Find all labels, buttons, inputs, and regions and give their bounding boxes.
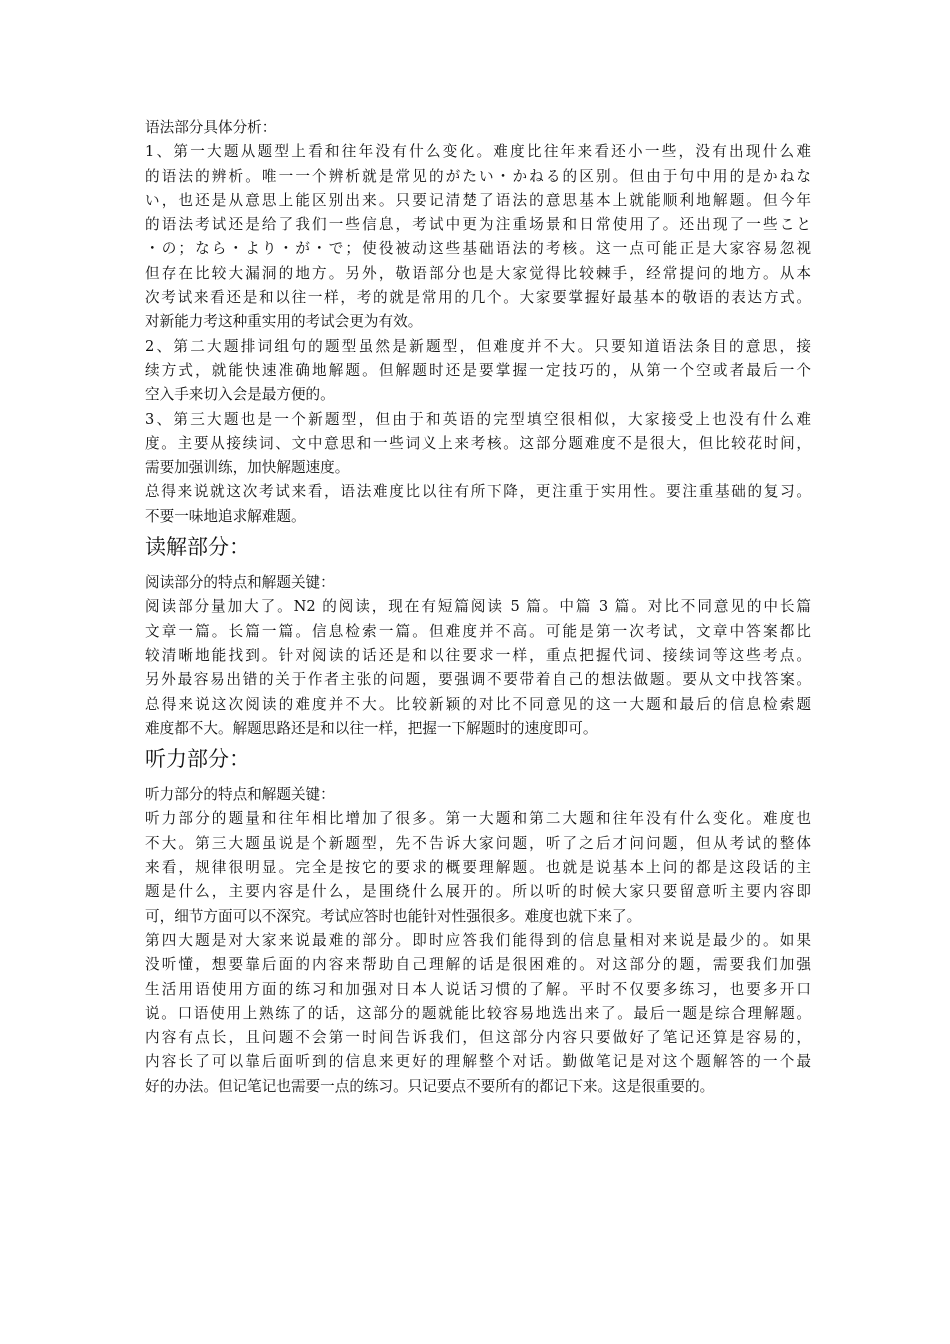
grammar-summary [145,480,811,529]
text-line: 不要一味地追求解难题。 [145,507,306,525]
text-line: 可，细节方面可以不深究。考试应答时也能针对性强很多。难度也就下来了。 [145,907,642,925]
text-line: 难度都不大。解题思路还是和以往一样，把握一下解题时的速度即可。 [145,719,598,737]
reading-heading: 读解部分： [145,535,250,560]
text-line: 内容有点长，且问题不会第一时间告诉我们，但这部分内容只要做好了笔记还算是容易的， [145,1029,811,1047]
text-line: 文章一篇。长篇一篇。信息检索一篇。但难度并不高。可能是第一次考试，文章中答案都比 [145,622,811,640]
text-line: 第四大题是对大家来说最难的部分。即时应答我们能得到的信息量相对来说是最少的。如果 [145,931,811,949]
text-line: 总得来说这次阅读的难度并不大。比较新颖的对比不同意见的这一大题和最后的信息检索题 [145,695,811,713]
grammar-paragraph-2 [145,335,811,408]
text-line: 次考试来看还是和以往一样，考的就是常用的几个。大家要掌握好最基本的敬语的表达方式。 [145,289,811,307]
text-line: 好的办法。但记笔记也需要一点的练习。只记要点不要所有的都记下来。这是很重要的。 [145,1077,715,1095]
text-line: 另外最容易出错的关于作者主张的问题，要强调不要带着自己的想法做题。要从文中找答案。 [145,671,811,689]
text-line: 的语法的辨析。唯一一个辨析就是常见的がたい・かねる的区别。但由于句中用的是かねな [145,167,811,185]
text-line: 续方式，就能快速准确地解题。但解题时还是要掌握一定技巧的，从第一个空或者最后一个 [145,361,811,379]
grammar-paragraph-3 [145,408,811,481]
listening-heading: 听力部分： [145,747,250,772]
text-line: 3、第三大题也是一个新题型，但由于和英语的完型填空很相似，大家接受上也没有什么难 [145,410,811,428]
listening-paragraph-1 [145,807,811,928]
text-line: 听力部分的题量和往年相比增加了很多。第一大题和第二大题和往年没有什么变化。难度也 [145,810,811,828]
text-line: 总得来说就这次考试来看，语法难度比以往有所下降，更注重于实用性。要注重基础的复习。 [145,483,811,501]
text-line: 阅读部分量加大了。N2 的阅读，现在有短篇阅读 5 篇。中篇 3 篇。对比不同意见的中长篇 [145,598,811,616]
text-line: 需要加强训练，加快解题速度。 [145,459,350,477]
text-line: 来看，规律很明显。完全是按它的要求的概要理解题。也就是说基本上问的都是这段话的主 [145,859,811,877]
text-line: ・の；なら・より・が・で；使役被动这些基础语法的考核。这一点可能正是大家容易忽视 [145,240,811,258]
text-line: 没听懂，想要靠后面的内容来帮助自己理解的话是很困难的。对这部分的题，需要我们加强 [145,956,811,974]
text-line: い，也还是从意思上能区别出来。只要记清楚了语法的意思基本上就能顺利地解题。但今年 [145,191,811,209]
text-line: 不大。第三大题虽说是个新题型，先不告诉大家问题，听了之后才问问题，但从考试的整体 [145,834,811,852]
text-line: 较清晰地能找到。针对阅读的话还是和以往要求一样，重点把握代词、接续词等这些考点。 [145,646,811,664]
text-line: 2、第二大题排词组句的题型虽然是新题型，但难度并不大。只要知道语法条目的意思，接 [145,337,811,355]
reading-section [145,533,811,741]
text-line: 内容长了可以靠后面听到的信息来更好的理解整个对话。勤做笔记是对这个题解答的一个最 [145,1053,811,1071]
document-body [145,116,811,1099]
reading-intro: 阅读部分的特点和解题关键： [145,574,335,592]
text-line: 但存在比较大漏洞的地方。另外，敬语部分也是大家觉得比较棘手，经常提问的地方。从本 [145,264,811,282]
listening-paragraph-2 [145,929,811,1099]
text-line: 的语法考试还是给了我们一些信息，考试中更为注重场景和日常使用了。还出现了一些こと [145,216,811,234]
text-line: 空入手来切入会是最方便的。 [145,386,335,404]
listening-section [145,745,811,1099]
text-line: 度。主要从接续词、文中意思和一些词义上来考核。这部分题难度不是很大，但比较花时间， [145,434,811,452]
text-line: 生活用语使用方面的练习和加强对日本人说话习惯的了解。平时不仅要多练习，也要多开口 [145,980,811,998]
listening-intro: 听力部分的特点和解题关键： [145,786,335,804]
text-line: 说。口语使用上熟练了的话，这部分的题就能比较容易地选出来了。最后一题是综合理解题。 [145,1004,811,1022]
grammar-section [145,116,811,529]
grammar-paragraph-1 [145,140,811,334]
text-line: 对新能力考这种重实用的考试会更为有效。 [145,313,423,331]
text-line: 题是什么，主要内容是什么，是围绕什么展开的。所以听的时候大家只要留意听主要内容即 [145,883,811,901]
reading-paragraph-1 [145,595,811,741]
text-line: 1、第一大题从题型上看和往年没有什么变化。难度比往年来看还小一些，没有出现什么难 [145,143,811,161]
grammar-intro: 语法部分具体分析： [145,119,277,136]
